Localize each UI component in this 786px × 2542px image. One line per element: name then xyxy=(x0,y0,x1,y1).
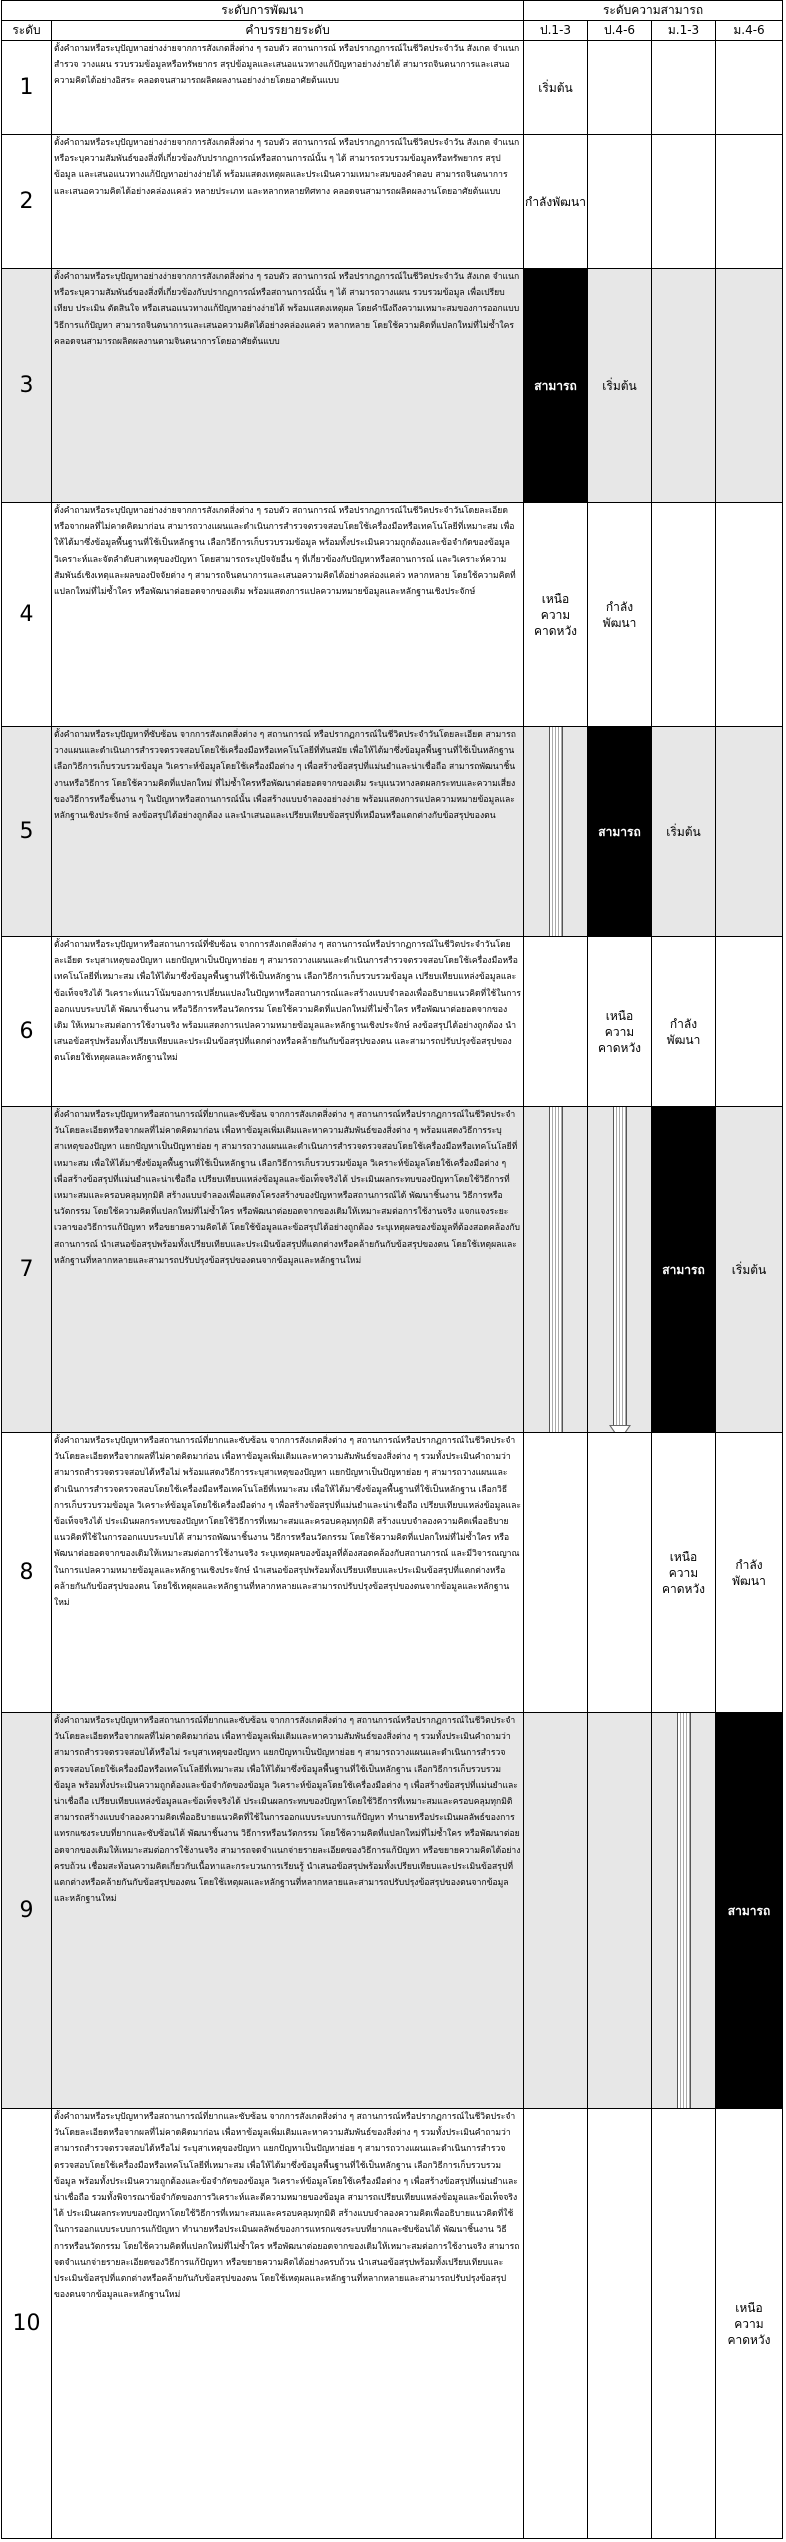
row-level-number: 4 xyxy=(2,503,52,727)
arrow-cell xyxy=(524,727,588,937)
table-row xyxy=(2,503,783,727)
ability-exceeding: เหนือความคาดหวัง xyxy=(588,937,652,1127)
table-row xyxy=(2,727,783,937)
arrow-continuation-cell xyxy=(652,2109,716,2539)
ability-start: เริ่มต้น xyxy=(652,727,716,937)
ability-developing: กำลังพัฒนา xyxy=(588,503,652,727)
arrow-continuation-cell xyxy=(524,1713,588,2109)
row-level-number: 6 xyxy=(2,937,52,1127)
header-grade-m46: ม.4-6 xyxy=(716,21,783,41)
table-row xyxy=(2,269,783,503)
arrow-continuation-cell xyxy=(588,1433,652,1713)
empty-cell xyxy=(652,41,716,135)
down-arrow-icon xyxy=(673,1713,695,2109)
down-arrow-icon xyxy=(609,1107,631,1433)
rubric-table-part-2 xyxy=(1,1106,783,2539)
empty-cell xyxy=(588,135,652,269)
row-description: ตั้งคำถามหรือระบุปัญหาอย่างง่ายจากการสังเกตสิ่งต่าง ๆ รอบตัว สถานการณ์ หรือปรากฏการณ์ในชีวิตประจำวันโดยละเอียดหรือจากผลที่ไม่คาดคิดมาก่อน สามารถวางแผนและดำเนินการสำรวจตรวจสอบโดยใช้เครื่องมือหรือเทคโนโลยีที่เหมาะสม เพื่อให้ได้มาซึ่งข้อมูลพื้นฐานที่ใช้เป็นหลักฐาน เลือกวิธีการเก็บรวบรวมข้อมูล พร้อมทั้งประเมินความถูกต้องและข้อจำกัดของข้อมูล วิเคราะห์และจัดลำดับสาเหตุของปัญหา โดยสามารถระบุปัจจัยอื่น ๆ ที่เกี่ยวข้องกับปัญหาหรือสถานการณ์ และวิเคราะห์ความสัมพันธ์เชิงเหตุและผลของปัจจัยต่าง ๆ สามารถจินตนาการและเสนอความคิดได้อย่างคล่องแคล่ว หลากหลาย โดยใช้ความคิดที่แปลกใหม่ที่ไม่ซ้ำใคร หรือพัฒนาต่อยอดจากของเดิม พร้อมแสดงการแปลความหมายข้อมูลและหลักฐานเชิงประจักษ์ xyxy=(52,503,524,727)
ability-exceeding: เหนือความคาดหวัง xyxy=(652,1433,716,1713)
table-row xyxy=(2,1713,783,2109)
row-description: ตั้งคำถามหรือระบุปัญหาอย่างง่ายจากการสังเกตสิ่งต่าง ๆ รอบตัว สถานการณ์ หรือปรากฏการณ์ในชีวิตประจำวัน สังเกต จำแนก สำรวจ วางแผน รวบรวมข้อมูลหรือทรัพยากร สรุปข้อมูลและเสนอแนวทางแก้ปัญหาอย่างง่ายได้ สามารถจินตนาการและเสนอความคิดได้อย่างอิสระ คลอดจนสามารถผลิตผลงานอย่างง่ายโดยอาศัยต้นแบบ xyxy=(52,41,524,135)
rubric-table-part-1 xyxy=(1,0,783,1127)
ability-developing: กำลังพัฒนา xyxy=(716,1433,783,1713)
empty-cell xyxy=(652,503,716,727)
table-row xyxy=(2,1433,783,1713)
table-row xyxy=(2,937,783,1127)
down-arrow-icon xyxy=(545,727,567,937)
empty-cell xyxy=(716,135,783,269)
row-description: ตั้งคำถามหรือระบุปัญหาหรือสถานการณ์ที่ซับซ้อน จากการสังเกตสิ่งต่าง ๆ สถานการณ์หรือปรากฏการณ์ในชีวิตประจำวันโดยละเอียด ระบุสาเหตุของปัญหา แยกปัญหาเป็นปัญหาย่อย ๆ สามารถวางแผนและดำเนินการสำรวจตรวจสอบโดยใช้เครื่องมือหรือเทคโนโลยีที่เหมาะสม เพื่อให้ได้มาซึ่งข้อมูลพื้นฐานที่ใช้เป็นหลักฐาน เลือกวิธีการเก็บรวบรวมข้อมูล เปรียบเทียบแหล่งข้อมูลและข้อเท็จจริงได้ วิเคราะห์แนวโน้มของการเปลี่ยนแปลงในปัญหาหรือสถานการณ์และสร้างแบบจำลองเพื่ออธิบายแนวคิดที่ใช้ในการออกแบบระบบได้ พัฒนาชิ้นงาน หรือวิธีการหรือนวัตกรรม โดยใช้ความคิดที่แปลกใหม่ที่ไม่ซ้ำใคร หรือพัฒนาต่อยอดจากของเดิม ให้เหมาะสมต่อการใช้งานจริง พร้อมแสดงการแปลความหมายข้อมูลและหลักฐานเชิงประจักษ์ ลงข้อสรุปได้อย่างถูกต้อง นำเสนอข้อสรุปพร้อมทั้งเปรียบเทียบและประเมินข้อสรุปที่แตกต่างหรือคล้ายกันกับข้อสรุปของตน และสามารถปรับปรุงข้อสรุปของตนโดยใช้เหตุผลและหลักฐานใหม่ xyxy=(52,937,524,1127)
header-grade-p46: ป.4-6 xyxy=(588,21,652,41)
header-grade-m13: ม.1-3 xyxy=(652,21,716,41)
ability-developing: กำลังพัฒนา xyxy=(652,937,716,1127)
row-level-number: 7 xyxy=(2,1107,52,1433)
ability-start: เริ่มต้น xyxy=(588,269,652,503)
row-description: ตั้งคำถามหรือระบุปัญหาหรือสถานการณ์ที่ยากและซับซ้อน จากการสังเกตสิ่งต่าง ๆ สถานการณ์หรือปรากฏการณ์ในชีวิตประจำวันโดยละเอียดหรือจากผลที่ไม่คาดคิดมาก่อน เพื่อหาข้อมูลเพิ่มเติมและหาความสัมพันธ์ของสิ่งต่าง ๆ รวมทั้งประเมินคำถามว่าสามารถสำรวจตรวจสอบได้หรือไม่ ระบุสาเหตุของปัญหา แยกปัญหาเป็นปัญหาย่อย ๆ สามารถวางแผนและดำเนินการสำรวจตรวจสอบโดยใช้เครื่องมือหรือเทคโนโลยีที่เหมาะสม เพื่อให้ได้มาซึ่งข้อมูลพื้นฐานที่ใช้เป็นหลักฐาน เลือกวิธีการเก็บรวบรวมข้อมูล พร้อมทั้งประเมินความถูกต้องและข้อจำกัดของข้อมูล วิเคราะห์ข้อมูลโดยใช้เครื่องมือต่าง ๆ เพื่อสร้างข้อสรุปที่แม่นยำและน่าเชื่อถือ รวมทั้งพิจารณาข้อจำกัดของการวิเคราะห์และตีความหมายของข้อมูล สามารถเปรียบเทียบแหล่งข้อมูลและข้อเท็จจริงได้ ประเมินผลกระทบของปัญหาโดยใช้วิธีการที่เหมาะสมและครอบคลุมทุกมิติ สร้างแบบจำลองความคิดเพื่ออธิบายแนวคิดที่ใช้ในการออกแบบระบบการแก้ปัญหา ทำนายหรือประเมินผลลัพธ์ของการแทรกแซงระบบที่ยากและซับซ้อนได้ พัฒนาชิ้นงาน วิธีการหรือนวัตกรรม โดยใช้ความคิดที่แปลกใหม่ที่ไม่ซ้ำใคร หรือพัฒนาต่อยอดจากของเดิมให้เหมาะสมต่อการใช้งานจริง สามารถจดจำแนกจ่ายรายละเอียดของวิธีการแก้ปัญหา หรือขยายความคิดได้อย่างครบถ้วน นำเสนอข้อสรุปพร้อมทั้งเปรียบเทียบและประเมินข้อสรุปที่แตกต่างหรือคล้ายกันกับข้อสรุปของตน โดยใช้เหตุผลและหลักฐานที่หลากหลายและสามารถปรับปรุงข้อสรุปของตนจากข้อมูลและหลักฐานใหม่ xyxy=(52,2109,524,2539)
ability-proficient: สามารถ xyxy=(652,1107,716,1433)
arrow-continuation-cell xyxy=(524,937,588,1127)
header-dev-level: ระดับการพัฒนา xyxy=(2,1,524,21)
row-description: ตั้งคำถามหรือระบุปัญหาที่ซับซ้อน จากการสังเกตสิ่งต่าง ๆ สถานการณ์ หรือปรากฏการณ์ในชีวิตประจำวันโดยละเอียด สามารถวางแผนและดำเนินการสำรวจตรวจสอบโดยใช้เครื่องมือหรือเทคโนโลยีที่ทันสมัย เพื่อให้ได้มาซึ่งข้อมูลพื้นฐานที่ใช้เป็นหลักฐาน เลือกวิธีการเก็บรวบรวมข้อมูล วิเคราะห์ข้อมูลโดยใช้เครื่องมือต่าง ๆ เพื่อสร้างข้อสรุปที่แม่นยำและน่าเชื่อถือ สามารถพัฒนาชิ้นงานหรือวิธีการ โดยใช้ความคิดที่แปลกใหม่ ที่ไม่ซ้ำใครหรือพัฒนาต่อยอดจากของเดิม ระบุแนวทางลดผลกระทบและความเสี่ยงของวิธีการหรือชิ้นงาน ๆ ในปัญหาหรือสถานการณ์นั้น เพื่อสร้างแบบจำลองอย่างง่าย พร้อมแสดงการแปลความหมายข้อมูลและหลักฐานเชิงประจักษ์ ลงข้อสรุปได้อย่างถูกต้อง และนำเสนอและเปรียบเทียบข้อสรุปที่เหมือนหรือแตกต่างกับข้อสรุปของตน xyxy=(52,727,524,937)
arrow-continuation-cell xyxy=(524,2109,588,2539)
empty-cell xyxy=(652,135,716,269)
arrow-continuation-cell xyxy=(524,1433,588,1713)
arrow-cell xyxy=(588,1107,652,1433)
ability-proficient: สามารถ xyxy=(524,269,588,503)
empty-cell xyxy=(716,937,783,1127)
header-ability-level: ระดับความสามารถ xyxy=(524,1,783,21)
table-row xyxy=(2,135,783,269)
row-level-number: 1 xyxy=(2,41,52,135)
row-level-number: 2 xyxy=(2,135,52,269)
table-row xyxy=(2,41,783,135)
ability-start: เริ่มต้น xyxy=(524,41,588,135)
table-row xyxy=(2,1107,783,1433)
empty-cell xyxy=(652,269,716,503)
row-description: ตั้งคำถามหรือระบุปัญหาหรือสถานการณ์ที่ยากและซับซ้อน จากการสังเกตสิ่งต่าง ๆ สถานการณ์หรือปรากฏการณ์ในชีวิตประจำวันโดยละเอียดหรือจากผลที่ไม่คาดคิดมาก่อน เพื่อหาข้อมูลเพิ่มเติมและหาความสัมพันธ์ของสิ่งต่าง ๆ พร้อมแสดงวิธีการระบุสาเหตุของปัญหา แยกปัญหาเป็นปัญหาย่อย ๆ สามารถวางแผนและดำเนินการสำรวจตรวจสอบโดยใช้เครื่องมือหรือเทคโนโลยีที่เหมาะสม เพื่อให้ได้มาซึ่งข้อมูลพื้นฐานที่ใช้เป็นหลักฐาน เลือกวิธีการเก็บรวบรวมข้อมูล วิเคราะห์ข้อมูลโดยใช้เครื่องมือต่าง ๆ เพื่อสร้างข้อสรุปที่แม่นยำและน่าเชื่อถือ เปรียบเทียบแหล่งข้อมูลและข้อเท็จจริงได้ ประเมินผลกระทบของปัญหาโดยใช้วิธีการที่เหมาะสมและครอบคลุมทุกมิติ สร้างแบบจำลองเพื่อแสดงโครงสร้างของปัญหาหรือสถานการณ์ได้ พัฒนาชิ้นงาน วิธีการหรือนวัตกรรม โดยใช้ความคิดที่แปลกใหม่ที่ไม่ซ้ำใคร หรือพัฒนาต่อยอดจากของเดิมให้เหมาะสมต่อการใช้งานจริง แจกแจงระยะเวลาของวิธีการแก้ปัญหา หรือขยายความคิดได้ โดยใช้ข้อมูลและข้อสรุปได้อย่างถูกต้อง ระบุเหตุผลของข้อมูลที่ต้องสอดคล้องกับสถานการณ์ นำเสนอข้อสรุปพร้อมทั้งเปรียบเทียบและประเมินข้อสรุปที่แตกต่างหรือคล้ายกันกับข้อสรุปของตน โดยใช้เหตุผลและหลักฐานที่หลากหลายและสามารถปรับปรุงข้อสรุปของตนจากข้อมูลและหลักฐานใหม่ xyxy=(52,1107,524,1433)
row-level-number: 10 xyxy=(2,2109,52,2539)
ability-exceeding: เหนือความคาดหวัง xyxy=(524,503,588,727)
header-level: ระดับ xyxy=(2,21,52,41)
ability-proficient: สามารถ xyxy=(716,1713,783,2109)
arrow-continuation-cell xyxy=(588,2109,652,2539)
row-level-number: 5 xyxy=(2,727,52,937)
row-description: ตั้งคำถามหรือระบุปัญหาอย่างง่ายจากการสังเกตสิ่งต่าง ๆ รอบตัว สถานการณ์ หรือปรากฏการณ์ในชีวิตประจำวัน สังเกต จำแนก หรือระบุความสัมพันธ์ของสิ่งที่เกี่ยวข้องกับปรากฏการณ์หรือสถานการณ์นั้น ๆ ได้ สามารถรวบรวมข้อมูลหรือทรัพยากร สรุปข้อมูล และเสนอแนวทางแก้ปัญหาอย่างง่ายได้ พร้อมแสดงเหตุผลและประเมินความเหมาะสมของคำตอบ สามารถจินตนาการและเสนอความคิดได้อย่างคล่องแคล่ว หลายประเภท และหลากหลายทิศทาง คลอดจนสามารถผลิตผลงานโดยอาศัยต้นแบบ xyxy=(52,135,524,269)
arrow-continuation-cell xyxy=(588,1713,652,2109)
table-row xyxy=(2,2109,783,2539)
empty-cell xyxy=(716,727,783,937)
ability-exceeding: เหนือความคาดหวัง xyxy=(716,2109,783,2539)
empty-cell xyxy=(716,269,783,503)
header-row-bottom xyxy=(2,21,783,41)
ability-start: เริ่มต้น xyxy=(716,1107,783,1433)
row-level-number: 9 xyxy=(2,1713,52,2109)
empty-cell xyxy=(588,41,652,135)
header-row-top xyxy=(2,1,783,21)
arrow-cell xyxy=(524,1107,588,1433)
header-grade-p13: ป.1-3 xyxy=(524,21,588,41)
row-description: ตั้งคำถามหรือระบุปัญหาหรือสถานการณ์ที่ยากและซับซ้อน จากการสังเกตสิ่งต่าง ๆ สถานการณ์หรือปรากฏการณ์ในชีวิตประจำวันโดยละเอียดหรือจากผลที่ไม่คาดคิดมาก่อน เพื่อหาข้อมูลเพิ่มเติมและหาความสัมพันธ์ของสิ่งต่าง ๆ รวมทั้งประเมินคำถามว่าสามารถสำรวจตรวจสอบได้หรือไม่ พร้อมแสดงวิธีการระบุสาเหตุของปัญหา แยกปัญหาเป็นปัญหาย่อย ๆ สามารถวางแผนและดำเนินการสำรวจตรวจสอบโดยใช้เครื่องมือหรือเทคโนโลยีที่เหมาะสม เพื่อให้ได้มาซึ่งข้อมูลพื้นฐานที่ใช้เป็นหลักฐาน เลือกวิธีการเก็บรวบรวมข้อมูล วิเคราะห์ข้อมูลโดยใช้เครื่องมือต่าง ๆ เพื่อสร้างข้อสรุปที่แม่นยำและน่าเชื่อถือ เปรียบเทียบแหล่งข้อมูลและข้อเท็จจริงได้ ประเมินผลกระทบของปัญหาโดยใช้วิธีการที่เหมาะสมและครอบคลุมทุกมิติ สร้างแบบจำลองความคิดเพื่ออธิบายแนวคิดที่ใช้ในการออกแบบระบบได้ สามารถพัฒนาชิ้นงาน วิธีการหรือนวัตกรรม โดยใช้ความคิดที่แปลกใหม่ที่ไม่ซ้ำใคร หรือพัฒนาต่อยอดจากของเดิมให้เหมาะสมต่อการใช้งานจริง ระบุเหตุผลของข้อมูลที่ต้องสอดคล้องกับสถานการณ์ และมีวิจารณญาณในการแปลความหมายข้อมูลและหลักฐานเชิงประจักษ์ นำเสนอข้อสรุปพร้อมทั้งเปรียบเทียบและประเมินข้อสรุปที่แตกต่างหรือคล้ายกันกับข้อสรุปของตน โดยใช้เหตุผลและหลักฐานที่หลากหลายและสามารถปรับปรุงข้อสรุปของตนจากข้อมูลและหลักฐานใหม่ xyxy=(52,1433,524,1713)
down-arrow-icon xyxy=(545,1107,567,1433)
row-level-number: 8 xyxy=(2,1433,52,1713)
arrow-cell xyxy=(652,1713,716,2109)
row-description: ตั้งคำถามหรือระบุปัญหาหรือสถานการณ์ที่ยากและซับซ้อน จากการสังเกตสิ่งต่าง ๆ สถานการณ์หรือปรากฏการณ์ในชีวิตประจำวันโดยละเอียดหรือจากผลที่ไม่คาดคิดมาก่อน เพื่อหาข้อมูลเพิ่มเติมและหาความสัมพันธ์ของสิ่งต่าง ๆ รวมทั้งประเมินคำถามว่าสามารถสำรวจตรวจสอบได้หรือไม่ ระบุสาเหตุของปัญหา แยกปัญหาเป็นปัญหาย่อย ๆ สามารถวางแผนและดำเนินการสำรวจตรวจสอบโดยใช้เครื่องมือหรือเทคโนโลยีที่เหมาะสม เพื่อให้ได้มาซึ่งข้อมูลพื้นฐานที่ใช้เป็นหลักฐาน เลือกวิธีการเก็บรวบรวมข้อมูล พร้อมทั้งประเมินความถูกต้องและข้อจำกัดของข้อมูล วิเคราะห์ข้อมูลโดยใช้เครื่องมือต่าง ๆ เพื่อสร้างข้อสรุปที่แม่นยำและน่าเชื่อถือ เปรียบเทียบแหล่งข้อมูลและข้อเท็จจริงได้ ประเมินผลกระทบของปัญหาโดยใช้วิธีการที่เหมาะสมและครอบคลุมทุกมิติ สามารถสร้างแบบจำลองความคิดเพื่ออธิบายแนวคิดที่ใช้ในการออกแบบระบบการแก้ปัญหา ทำนายหรือประเมินผลลัพธ์ของการแทรกแซงระบบที่ยากและซับซ้อนได้ พัฒนาชิ้นงาน วิธีการหรือนวัตกรรม โดยใช้ความคิดที่แปลกใหม่ที่ไม่ซ้ำใคร หรือพัฒนาต่อยอดจากของเดิมให้เหมาะสมต่อการใช้งานจริง สามารถจดจำแนกจ่ายรายละเอียดของวิธีการแก้ปัญหา หรือขยายความคิดได้อย่างครบถ้วน เชื่อมสะท้อนความคิดเกี่ยวกับเนื้อหาและกระบวนการเรียนรู้ นำเสนอข้อสรุปพร้อมทั้งเปรียบเทียบและประเมินข้อสรุปที่แตกต่างหรือคล้ายกันกับข้อสรุปของตน โดยใช้เหตุผลและหลักฐานที่หลากหลายและสามารถปรับปรุงข้อสรุปของตนจากข้อมูลและหลักฐานใหม่ xyxy=(52,1713,524,2109)
ability-proficient: สามารถ xyxy=(588,727,652,937)
ability-developing xyxy=(524,135,588,269)
empty-cell xyxy=(716,503,783,727)
row-level-number: 3 xyxy=(2,269,52,503)
ability-developing-label: กำลังพัฒนา xyxy=(525,194,586,209)
empty-cell xyxy=(716,41,783,135)
row-description: ตั้งคำถามหรือระบุปัญหาอย่างง่ายจากการสังเกตสิ่งต่าง ๆ รอบตัว สถานการณ์ หรือปรากฏการณ์ในชีวิตประจำวัน สังเกต จำแนก หรือระบุความสัมพันธ์ของสิ่งที่เกี่ยวข้องกับปรากฏการณ์หรือสถานการณ์นั้น ๆ ได้ สามารถวางแผน รวบรวมข้อมูล เพื่อเปรียบเทียบ ประเมิน ตัดสินใจ หรือเสนอแนวทางแก้ปัญหาอย่างง่ายได้ พร้อมแสดงเหตุผล โดยคำนึงถึงความเหมาะสมของการออกแบบวิธีการแก้ปัญหา สามารถจินตนาการและเสนอความคิดได้อย่างคล่องแคล่ว หลากหลาย โดยใช้ความคิดที่แปลกใหม่ที่ไม่ซ้ำใคร คลอดจนสามารถผลิตผลงานตามจินตนาการโดยอาศัยต้นแบบ xyxy=(52,269,524,503)
header-description: คำบรรยายระดับ xyxy=(52,21,524,41)
